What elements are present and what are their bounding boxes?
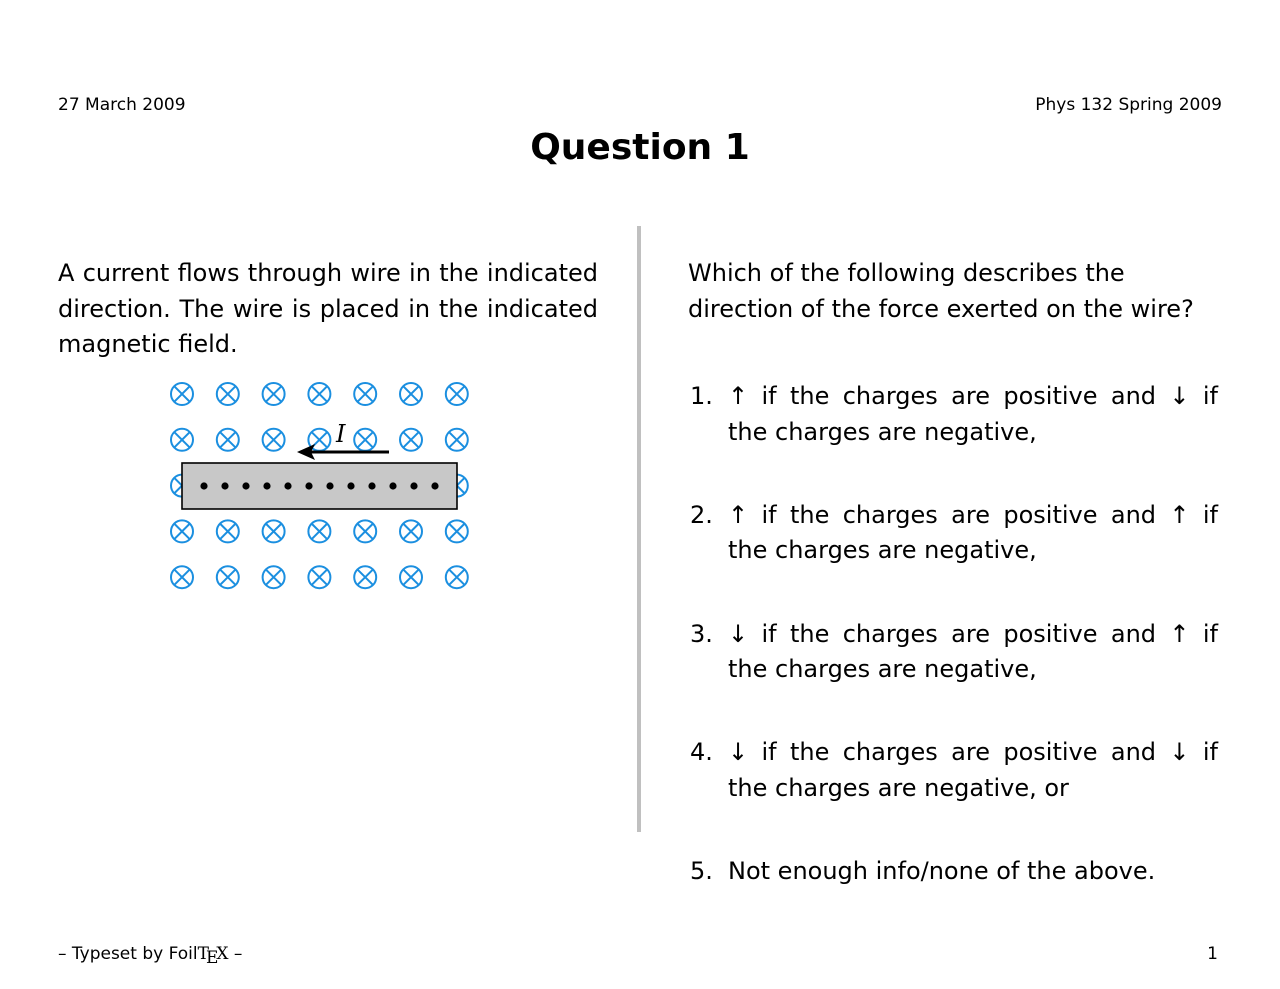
field-into-page-symbol	[171, 429, 193, 451]
field-into-page-symbol	[308, 566, 330, 588]
field-into-page-symbol	[354, 429, 376, 451]
tex-logo-x: X	[216, 944, 229, 964]
wire-charge-dot	[431, 482, 438, 489]
column-divider	[637, 226, 641, 832]
field-into-page-symbol	[446, 429, 468, 451]
field-into-page-symbol	[263, 429, 285, 451]
field-into-page-symbol	[354, 566, 376, 588]
field-into-page-symbol	[400, 429, 422, 451]
field-into-page-symbol	[171, 520, 193, 542]
current-label: I	[336, 420, 346, 448]
field-into-page-symbol	[354, 383, 376, 405]
field-into-page-symbol	[308, 383, 330, 405]
wire-charge-dot	[242, 482, 249, 489]
option-number: 5.	[690, 857, 713, 886]
field-into-page-symbol	[263, 566, 285, 588]
wire-charge-dot	[410, 482, 417, 489]
wire-charge-dot	[221, 482, 228, 489]
option-text: ↑ if the charges are positive and ↑ if the charges are negative,	[728, 500, 1218, 565]
footer-typeset-prefix: – Typeset by Foil	[58, 944, 198, 964]
option-number: 1.	[690, 382, 713, 410]
magnetic-field-diagram	[160, 372, 480, 597]
wire-charge-dot	[389, 482, 396, 489]
field-into-page-symbol	[446, 520, 468, 542]
option-number: 3.	[690, 619, 713, 648]
field-into-page-symbol	[217, 520, 239, 542]
field-into-page-symbol	[400, 383, 422, 405]
wire-charge-dot	[326, 482, 333, 489]
field-into-page-symbol	[446, 383, 468, 405]
answer-option-2[interactable]	[688, 498, 1218, 617]
answer-options	[688, 379, 1218, 973]
field-into-page-symbol	[217, 566, 239, 588]
page-title: Question 1	[530, 127, 750, 168]
field-into-page-symbol	[171, 566, 193, 588]
field-into-page-symbol	[354, 520, 376, 542]
option-text: ↓ if the charges are positive and ↑ if the charges are negative,	[728, 619, 1218, 684]
field-into-page-symbol	[171, 383, 193, 405]
header-date: 27 March 2009	[58, 95, 186, 115]
wire-charge-dot	[284, 482, 291, 489]
option-number: 2.	[690, 500, 713, 529]
option-text: ↑ if the charges are positive and ↓ if the charges are negative,	[728, 382, 1218, 446]
answer-option-5[interactable]	[688, 854, 1218, 973]
tex-logo-t: T	[197, 944, 209, 964]
field-into-page-symbol	[217, 429, 239, 451]
field-into-page-symbol	[217, 383, 239, 405]
answer-option-1[interactable]	[688, 379, 1218, 498]
option-number: 4.	[690, 738, 713, 767]
option-text: ↓ if the charges are positive and ↓ if the charges are negative, or	[728, 738, 1218, 802]
field-into-page-symbol	[263, 520, 285, 542]
question-text: Which of the following describes the direction of the force exerted on the wire?	[688, 259, 1194, 323]
field-into-page-symbol	[263, 383, 285, 405]
field-into-page-symbol	[308, 520, 330, 542]
page-number: 1	[1207, 944, 1218, 964]
footer-typeset	[58, 944, 243, 968]
field-into-page-symbol	[446, 566, 468, 588]
wire-charge-dot	[263, 482, 270, 489]
wire-charge-dot	[368, 482, 375, 489]
answer-option-3[interactable]	[688, 617, 1218, 736]
footer-typeset-suffix: –	[228, 944, 243, 964]
wire-charge-dot	[305, 482, 312, 489]
option-text: Not enough info/none of the above.	[728, 857, 1156, 886]
problem-statement: A current flows through wire in the indicated direction. The wire is placed in the indicated magnetic field.	[58, 259, 598, 358]
tex-logo-e: E	[205, 948, 219, 968]
wire-charge-dot	[347, 482, 354, 489]
field-into-page-symbol	[400, 520, 422, 542]
answer-option-4[interactable]	[688, 735, 1218, 854]
header-course: Phys 132 Spring 2009	[1035, 95, 1222, 115]
field-into-page-symbol	[400, 566, 422, 588]
wire-charge-dot	[200, 482, 207, 489]
